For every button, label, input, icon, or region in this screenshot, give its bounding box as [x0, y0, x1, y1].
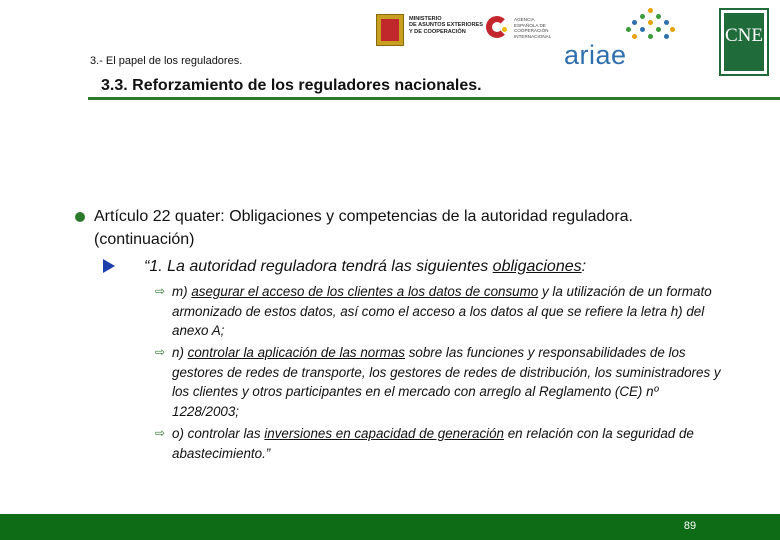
title-divider: [88, 97, 780, 100]
bullet-icon: [75, 212, 85, 222]
obligation-item-o: [155, 424, 725, 463]
obligations-intro-suffix: :: [581, 258, 587, 275]
item-o-rest: en relación con la seguridad de abastecimiento.”: [172, 426, 694, 461]
coat-of-arms-icon: [376, 14, 404, 46]
item-n-prefix: n): [172, 345, 188, 360]
item-m-underlined: asegurar el acceso de los clientes a los datos de consumo: [191, 284, 539, 299]
item-n-underlined: controlar la aplicación de las normas: [187, 345, 405, 360]
hollow-arrow-icon: ⇨: [155, 284, 166, 298]
obligations-word: obligaciones: [492, 258, 582, 275]
play-arrow-icon: [103, 259, 115, 273]
item-o-underlined: inversiones en capacidad de generación: [264, 426, 505, 441]
ministerio-logo-text: MINISTERIO DE ASUNTOS EXTERIORES Y DE COOPERACIÓN: [409, 16, 483, 35]
ariae-wordmark: ariae: [564, 40, 627, 70]
slide-title: 3.3. Reforzamiento de los reguladores nacionales.: [101, 77, 482, 94]
item-m-rest: y la utilización de un formato armonizado de estos datos, así como el acceso a los datos al que se refiere la letra h) del anexo A;: [172, 284, 712, 339]
page-number: 89: [683, 520, 697, 532]
hollow-arrow-icon: ⇨: [155, 426, 166, 440]
ministerio-logo: [376, 12, 483, 48]
hollow-arrow-icon: ⇨: [155, 345, 166, 359]
aecid-logo-text: AGENCIA ESPAÑOLA DE COOPERACIÓN INTERNACIONAL: [514, 17, 552, 39]
article-heading: Artículo 22 quater: Obligaciones y competencias de la autoridad reguladora.: [94, 208, 633, 225]
item-m-prefix: m): [172, 284, 192, 299]
section-label: 3.- El papel de los reguladores.: [90, 55, 243, 67]
obligation-item-n: [155, 343, 725, 421]
aecid-logo: [486, 12, 558, 48]
obligations-intro: [144, 257, 586, 276]
aecid-c-icon: [486, 16, 508, 38]
obligation-item-m: [155, 282, 725, 341]
ariae-logo: [562, 8, 692, 70]
item-o-prefix: o) controlar las: [172, 426, 265, 441]
cne-logo-text: CNE: [725, 25, 763, 46]
item-n-rest: sobre las funciones y responsabilidades de los gestores de redes de transporte, los gestores de redes de distribución, los suministradores y los clientes y otros participantes en el mercado con arreglo al Reglamento (CE) nº 1228/2003;: [172, 345, 721, 419]
cne-logo: [719, 8, 769, 76]
ariae-dots-icon: [622, 8, 682, 42]
cne-logo-panel: [724, 13, 764, 71]
article-heading-continuation: (continuación): [94, 231, 195, 248]
obligations-intro-prefix: “1. La autoridad reguladora tendrá las siguientes: [144, 258, 493, 275]
